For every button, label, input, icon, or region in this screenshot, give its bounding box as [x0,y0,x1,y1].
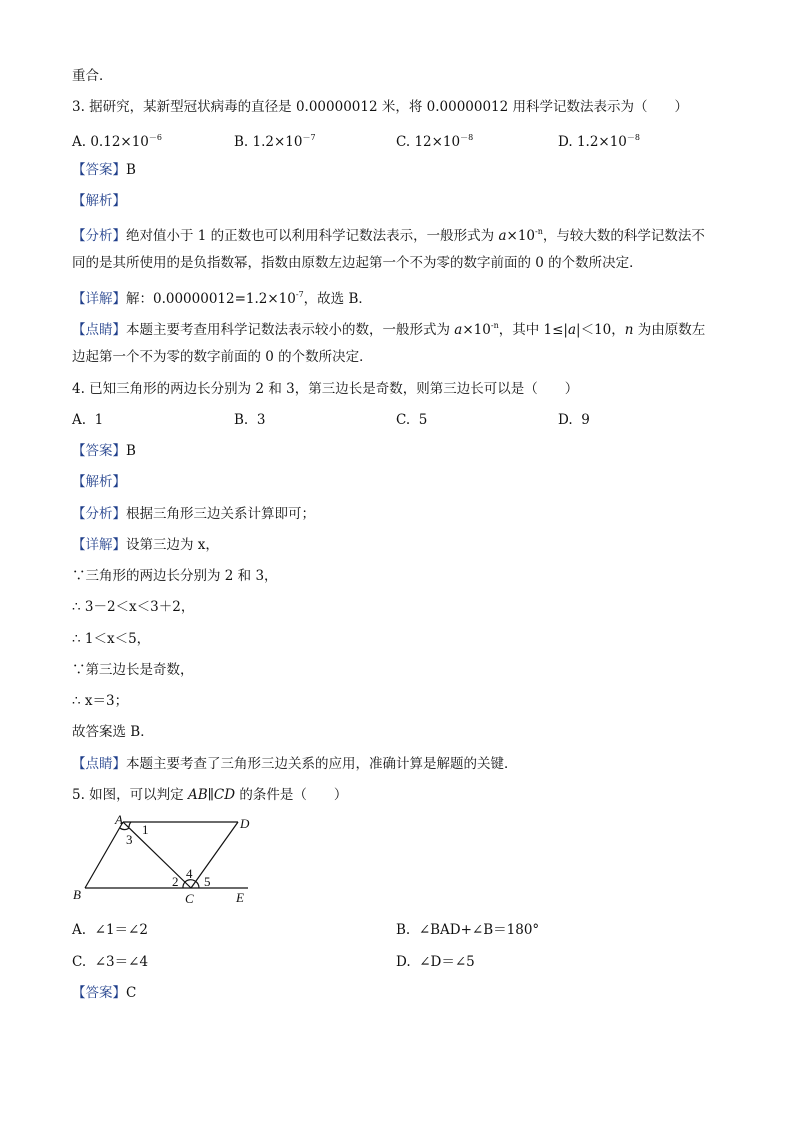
q4-step: ∴ x＝3； [72,693,129,709]
angle-arc-2 [183,882,185,888]
segment-cd [191,822,238,888]
angle-label-4: 4 [186,866,193,881]
var-a: a [454,322,463,338]
point-label-a: A [115,812,123,827]
dianjing-text: 本题主要考查用科学记数法表示较小的数，一般形式为 [126,322,455,338]
option-label: C. [72,954,87,970]
q3-dianjing-line1 [72,317,705,339]
option-label: C. [396,412,411,428]
q3-option-b [234,129,316,151]
q4-answer [72,442,136,460]
q4-option-b [234,411,265,429]
option-label: A. [72,134,87,150]
fenxi-tag: 【分析】 [72,506,126,522]
exponent: -n [490,321,499,330]
q3-option-d [558,129,640,151]
option-value: 0.12×10 [90,134,149,150]
q4-stem: 4. 已知三角形的两边长分别为 2 和 3，第三边长是奇数，则第三边长可以是（ ） [72,381,579,397]
xiangjie-text: 解：0.00000012=1.2×10 [126,291,296,307]
q4-option-d [558,411,590,429]
q3-stem: 3. 据研究，某新型冠状病毒的直径是 0.00000012 米，将 0.00000012 用科学记数法表示为（ ） [72,99,689,115]
q3-xiangjie [72,286,372,308]
option-label: B. [396,922,411,938]
q3-fenxi-line1 [72,223,705,245]
stem-var: AB∥CD [187,787,236,803]
q3-analysis-tag: 【解析】 [72,193,126,209]
option-value: 12×10 [414,134,461,150]
var-a: a [567,322,577,338]
fenxi-text: ，与较大数的科学记数法不 [542,228,705,244]
dianjing-tag: 【点睛】 [72,756,126,772]
geometry-figure [68,810,258,910]
option-label: A. [72,922,87,938]
option-value: 1.2×10 [576,134,627,150]
answer-tag: 【答案】 [72,443,126,459]
q4-option-c [396,411,427,429]
option-label: C. [396,134,411,150]
q3-answer [72,161,136,179]
option-label: A. [72,412,87,428]
answer-value: C [126,985,137,1001]
q4-dianjing [72,755,518,773]
q3-dianjing-line2: 边起第一个不为零的数字前面的 0 的个数所决定． [72,349,373,365]
q4-xiangjie [72,536,219,554]
option-label: D. [558,134,573,150]
dianjing-text: ，其中 1≤| [498,322,568,338]
option-value: 9 [581,412,590,428]
q4-fenxi [72,505,315,523]
option-value: 3 [256,412,266,428]
exponent: -7 [295,290,304,299]
stem-text: 的条件是（ ） [235,787,348,803]
q5-stem [72,786,347,804]
fenxi-text: 根据三角形三边关系计算即可； [126,506,315,522]
q4-step: ∵第三边长是奇数， [72,662,194,678]
answer-tag: 【答案】 [72,162,126,178]
angle-arc-3 [120,828,129,830]
q5-option-c [72,953,148,971]
angle-label-3: 3 [126,832,133,847]
fenxi-tag: 【分析】 [72,228,126,244]
answer-value: B [126,443,136,459]
q3-option-c [396,129,473,151]
point-label-e: E [236,890,244,905]
segment-ac [123,822,191,888]
option-value: ∠BAD+∠B＝180° [418,922,540,938]
dianjing-text: 本题主要考查了三角形三边关系的应用，准确计算是解题的关键． [126,756,518,772]
option-value: 5 [418,412,428,428]
var-a: a [498,228,507,244]
point-label-d: D [240,816,250,831]
xiangjie-tag: 【详解】 [72,537,126,553]
angle-arc-5 [195,881,199,888]
option-value: ∠D＝∠5 [419,954,475,970]
times-ten: ×10 [462,322,491,338]
dianjing-text: 为由原数左 [633,322,706,338]
option-value: 1 [94,412,104,428]
option-value: ∠1＝∠2 [94,922,148,938]
q4-step: ∴ 3－2＜x＜3＋2， [72,599,195,615]
q5-option-b [396,921,539,939]
xiangjie-tag: 【详解】 [72,291,126,307]
xiangjie-text: 设第三边为 x， [126,537,219,553]
option-exponent: －6 [148,133,162,142]
angle-label-1: 1 [142,822,149,837]
angle-label-5: 5 [204,874,211,889]
q5-answer [72,984,136,1002]
q4-step: 故答案选 B． [72,724,154,740]
option-exponent: －8 [460,133,474,142]
stem-text: 5. 如图，可以判定 [72,787,188,803]
q5-option-d [396,953,475,971]
option-value: 1.2×10 [252,134,303,150]
point-label-b: B [73,887,81,902]
q4-step: ∴ 1＜x＜5， [72,631,151,647]
q4-option-a [72,411,103,429]
times-ten: ×10 [506,228,536,244]
angle-arc-1 [129,822,131,827]
angle-label-2: 2 [172,874,179,889]
segment-ab [85,822,123,888]
option-label: D. [396,954,411,970]
exponent: -n [535,227,543,236]
var-n: n [624,322,634,338]
continuation-text: 重合． [72,68,113,84]
q4-step: ∵三角形的两边长分别为 2 和 3， [72,568,278,584]
option-exponent: －7 [302,133,316,142]
option-label: B. [234,412,249,428]
option-label: D. [558,412,573,428]
q4-analysis-tag: 【解析】 [72,474,126,490]
q3-option-a [72,129,162,151]
option-exponent: －8 [626,133,640,142]
answer-value: B [126,162,136,178]
q5-option-a [72,921,148,939]
fenxi-text: 绝对值小于 1 的正数也可以利用科学记数法表示，一般形式为 [126,228,499,244]
option-label: B. [234,134,249,150]
q3-fenxi-line2: 同的是其所使用的是负指数幂，指数由原数左边起第一个不为零的数字前面的 0 的个数所决定． [72,255,643,271]
xiangjie-text: ，故选 B． [303,291,372,307]
option-value: ∠3＝∠4 [94,954,149,970]
dianjing-text: |＜10， [576,322,625,338]
answer-tag: 【答案】 [72,985,126,1001]
point-label-c: C [185,891,194,906]
dianjing-tag: 【点睛】 [72,322,126,338]
